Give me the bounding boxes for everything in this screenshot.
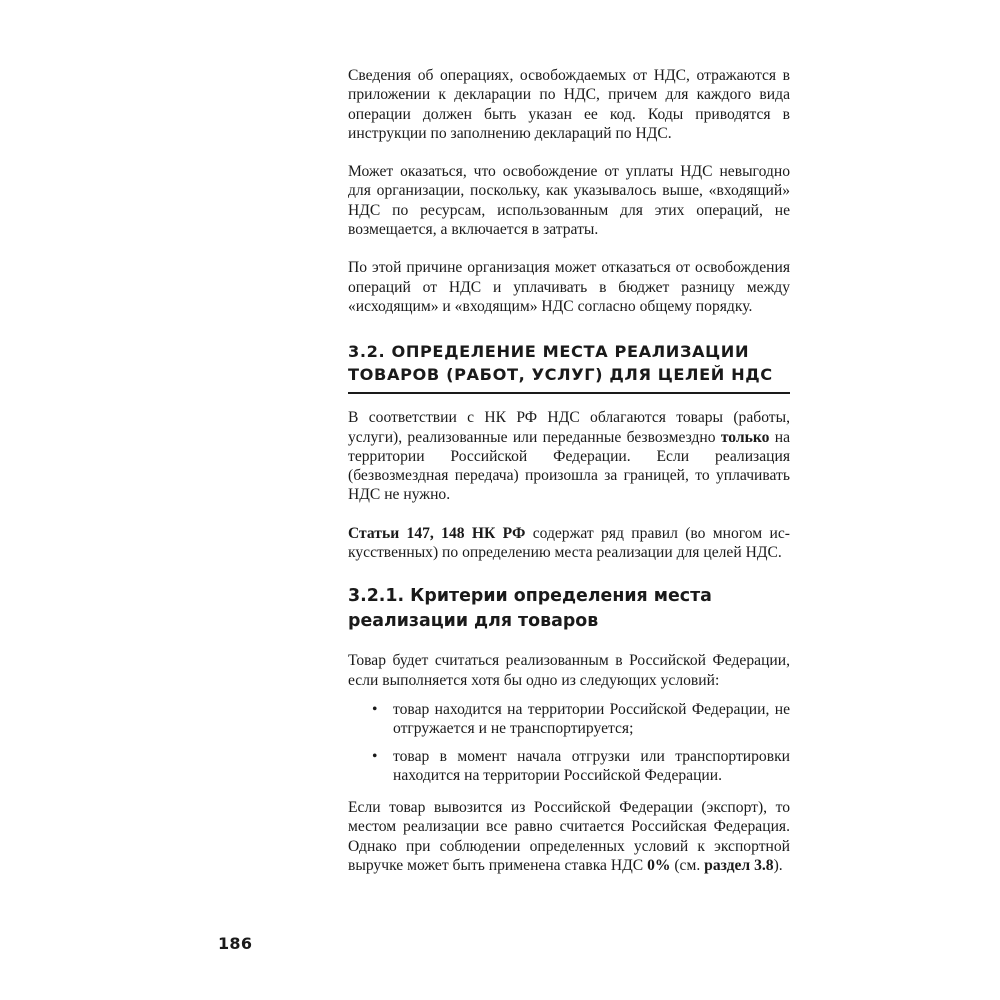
territory-rule-text-start: В соответствии с НК РФ НДС облагаются товары (работы, услуги), реализованные или переданные безвозмездно [348,409,790,446]
page-content [348,66,790,875]
criteria-list [348,700,790,785]
paragraph-goods-criteria-intro: Товар будет считаться реализованным в Российской Федерации, если выполняется хотя бы одно из следующих условий: [348,652,790,689]
bullet-icon: • [372,747,378,765]
page-number: 186 [218,934,253,953]
list-item [372,747,790,786]
section-heading-3-2-1-line1: 3.2.1. Критерии определения места [348,586,712,607]
section-heading-3-2-1 [348,584,790,634]
paragraph-exemption-refusal: По этой причине организация может отказаться от освобождения операций от НДС и уплачивать в бюджет разницу между «исходящим» и «входящим» НДС согласно общему порядку. [348,259,790,315]
paragraph-territory-rule [348,408,790,504]
heading-divider [348,392,790,394]
paragraph-exemption-disadvantage: Может оказаться, что освобождение от уплаты НДС невыгодно для организации, поскольку, как указывалось выше, «входящий» НДС по ресурсам, использованным для этих операций, не возмещается, а включается в затраты. [348,163,790,239]
export-section-reference: раздел 3.8 [704,857,774,875]
section-heading-3-2-line1: 3.2. ОПРЕДЕЛЕНИЕ МЕСТА РЕАЛИЗАЦИИ [348,342,750,362]
list-item-text: товар в момент начала отгрузки или транспортировки находится на территории Российской Федерации. [393,747,790,784]
articles-reference-text: содержат ряд правил (во многом искусственных) по определению места реализации для целей НДС. [348,524,790,562]
paragraph-export [348,798,790,875]
section-heading-3-2 [348,340,790,386]
list-item-text: товар находится на территории Российской Федерации, не отгружается и не транспортируется; [393,700,790,738]
territory-rule-text-end: на территории Российской Федерации. Если реализация (безвозмездная передача) произошла за границей, то уплачивать НДС не нужно. [348,428,790,504]
export-rate: 0% [647,857,671,875]
section-heading-3-2-line2: ТОВАРОВ (РАБОТ, УСЛУГ) ДЛЯ ЦЕЛЕЙ НДС [348,365,773,385]
export-text-end: ). [773,857,783,875]
bullet-icon: • [372,700,378,718]
paragraph-articles-reference [348,524,790,563]
paragraph-vat-exemption-codes: Сведения об операциях, освобождаемых от НДС, отражаются в приложении к декларации по НДС, причем для каждого вида операции должен быть указан ее код. Коды приводятся в инструкции по заполнению деклараций по НДС. [348,67,790,142]
export-text-start: Если товар вывозится из Российской Федерации (экспорт), то местом реализации все равно считается Российская Федерация. Однако при соблюдении определенных условий к экспортной выручке может быть применена ставка НДС [348,799,790,875]
section-heading-3-2-1-line2: реализации для товаров [348,611,599,632]
territory-rule-emphasis: только [720,428,770,446]
list-item [372,700,790,739]
articles-reference-bold: Статьи 147, 148 НК РФ [348,524,526,542]
export-text-mid: (см. [670,857,705,875]
